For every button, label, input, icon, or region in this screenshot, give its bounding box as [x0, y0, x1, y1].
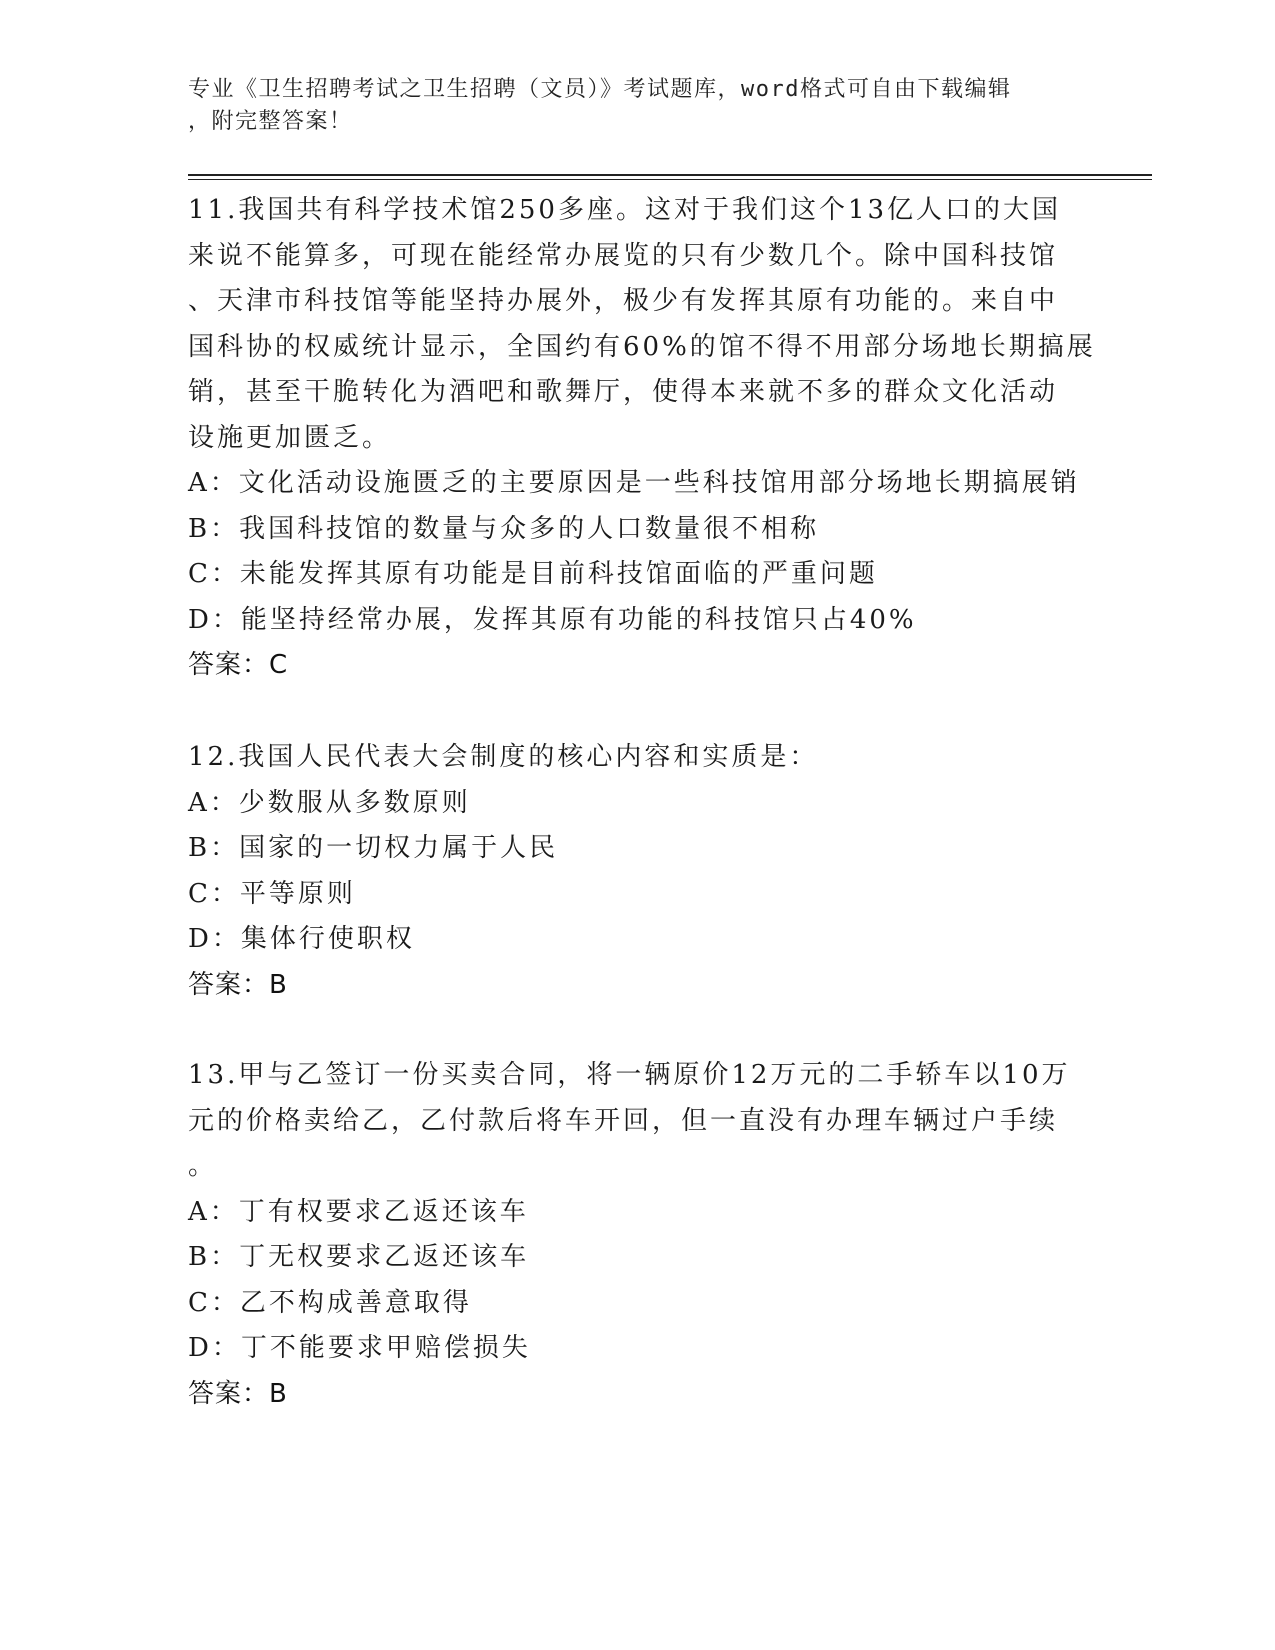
option-a: A：文化活动设施匮乏的主要原因是一些科技馆用部分场地长期搞展销 — [188, 468, 1080, 498]
question-stem — [188, 735, 1088, 781]
option-a: A：少数服从多数原则 — [188, 787, 471, 818]
header-divider-thin — [188, 179, 1152, 180]
option-b: B：我国科技馆的数量与众多的人口数量很不相称 — [188, 513, 820, 544]
option-d: D：能坚持经常办展，发挥其原有功能的科技馆只占40% — [188, 604, 917, 635]
answer: 答案：B — [188, 1378, 288, 1409]
document-header — [188, 74, 1068, 138]
question-line: 。 — [188, 1151, 218, 1181]
option-a: A：丁有权要求乙返还该车 — [188, 1196, 529, 1227]
question-line: 元的价格卖给乙，乙付款后将车开回，但一直没有办理车辆过户手续 — [188, 1105, 1059, 1136]
question-line: 11.我国共有科学技术馆250多座。这对于我们这个13亿人口的大国 — [188, 195, 1062, 225]
question-11 — [188, 188, 1096, 689]
answer: 答案：B — [188, 969, 288, 1000]
question-stem — [188, 188, 1096, 461]
option-c: C：乙不构成善意取得 — [188, 1287, 472, 1318]
question-line: 来说不能算多，可现在能经常办展览的只有少数几个。除中国科技馆 — [188, 240, 1059, 271]
question-line: 、天津市科技馆等能坚持办展外，极少有发挥其原有功能的。来自中 — [188, 286, 1059, 316]
question-line: 12.我国人民代表大会制度的核心内容和实质是： — [188, 742, 819, 772]
question-line: 销，甚至干脆转化为酒吧和歌舞厅，使得本来就不多的群众文化活动 — [188, 377, 1059, 407]
option-b: B：丁无权要求乙返还该车 — [188, 1242, 530, 1272]
header-line: 专业《卫生招聘考试之卫生招聘（文员）》考试题库，word格式可自由下载编辑 — [188, 77, 1012, 102]
option-d: D：丁不能要求甲赔偿损失 — [188, 1333, 531, 1363]
question-line: 国科协的权威统计显示，全国约有60%的馆不得不用部分场地长期搞展 — [188, 331, 1096, 362]
question-stem — [188, 1053, 1088, 1190]
question-line: 设施更加匮乏。 — [188, 422, 392, 453]
answer: 答案：C — [188, 650, 289, 680]
option-b: B：国家的一切权力属于人民 — [188, 833, 559, 863]
header-divider — [188, 174, 1152, 176]
question-13 — [188, 1053, 1088, 1417]
header-line: ，附完整答案！ — [188, 109, 353, 134]
question-line: 13.甲与乙签订一份买卖合同，将一辆原价12万元的二手轿车以10万 — [188, 1060, 1071, 1090]
option-c: C：未能发挥其原有功能是目前科技馆面临的严重问题 — [188, 559, 878, 589]
option-c: C：平等原则 — [188, 878, 356, 909]
question-12 — [188, 735, 1088, 1008]
option-d: D：集体行使职权 — [188, 924, 415, 954]
